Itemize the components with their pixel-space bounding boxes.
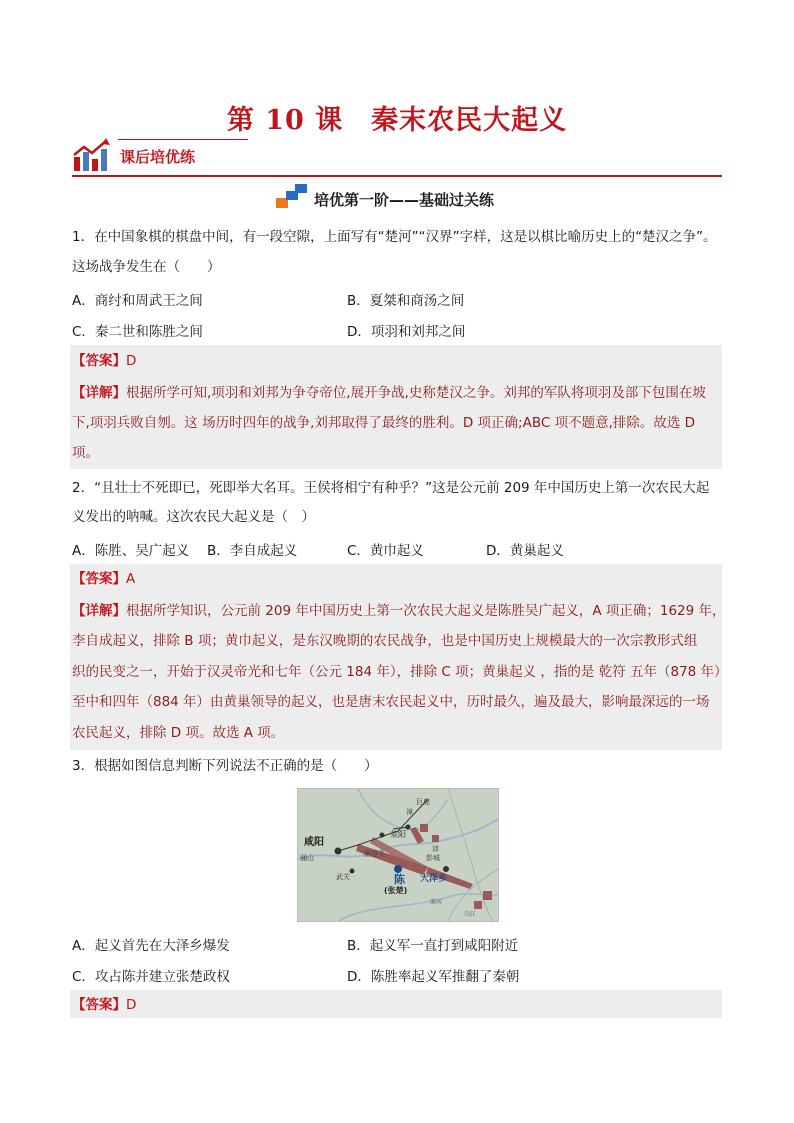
map-label-lishan: 骊山 <box>300 854 314 862</box>
subsection-label: 培优第一阶——基础过关练 <box>314 191 495 209</box>
q2-detail-line2: 李自成起义，排除 B 项；黄巾起义，是东汉晚期的农民战争，也是中国历史上规模最大的一次宗教形式组 <box>72 633 698 649</box>
q1-option-d: D．项羽和刘邦之间 <box>347 324 466 340</box>
map-label-pei: 沛 <box>432 845 439 853</box>
q2-option-a: A．陈胜、吴广起义 <box>72 543 190 559</box>
q3-option-d: D．陈胜率起义军推翻了秦朝 <box>347 969 520 985</box>
q1-stem-line1: 1．在中国象棋的棋盘中间，有一段空隙，上面写有“楚河”“汉界”字样，这是以棋比喻历史上的“楚汉之争”。 <box>72 229 717 245</box>
q3-answer-block <box>70 990 722 1018</box>
q1-answer: 【答案】D <box>72 353 137 369</box>
map-label-zhang: 漳 <box>406 808 413 816</box>
q2-stem-line1: 2．“且壮士不死即已，死即举大名耳。王侯将相宁有种乎？”这是公元前 209 年中国历史上第一次农民大起 <box>72 480 710 496</box>
q2-stem-line2: 义发出的呐喊。这次农民大起义是（ ） <box>72 509 315 525</box>
map-label-wuguan: 武关 <box>336 873 350 881</box>
q3-stem: 3．根据如图信息判断下列说法不正确的是（ ） <box>72 758 378 774</box>
page-title: 第 10 课 秦末农民大起义 <box>226 105 568 136</box>
q1-option-c: C．秦二世和陈胜之间 <box>72 324 203 340</box>
growth-chart-icon <box>72 137 112 173</box>
q3-option-c: C．攻占陈并建立张楚政权 <box>72 969 230 985</box>
map-label-river: 淮河 <box>430 899 443 906</box>
q2-detail-line1: 【详解】根据所学知识，公元前 209 年中国历史上第一次农民大起义是陈胜吴广起义，A 项正确；1629 年， <box>72 603 726 619</box>
map-label-dazexiang: 大泽乡 <box>420 874 448 884</box>
map-label-zhangchu: (张楚) <box>384 886 408 895</box>
map-label-chen: 陈 <box>394 873 405 886</box>
q2-option-b: B．李自成起义 <box>207 543 298 559</box>
q2-detail-line5: 农民起义，排除 D 项。故选 A 项。 <box>72 725 285 741</box>
map-label-hanguguan: 函谷关 <box>364 850 385 858</box>
q2-answer-block <box>70 564 722 750</box>
map-label-xianyang: 咸阳 <box>304 837 324 848</box>
q2-answer: 【答案】A <box>72 571 136 587</box>
q1-option-a: A．商纣和周武王之间 <box>72 293 203 309</box>
header-top-line <box>118 139 248 140</box>
map-label-julu: 巨鹿 <box>416 798 430 806</box>
map-drawing <box>298 789 498 921</box>
q3-answer: 【答案】D <box>72 997 137 1013</box>
header-divider <box>72 175 722 177</box>
stairs-icon <box>276 182 310 210</box>
q3-option-b: B．起义军一直打到咸阳附近 <box>347 938 519 954</box>
q3-option-a: A．起义首先在大泽乡爆发 <box>72 938 230 954</box>
q1-detail-line3: 项。 <box>72 445 99 461</box>
section-header <box>72 137 722 177</box>
map-label-xingyang: 荥阳 <box>390 830 406 839</box>
uprising-route-map <box>297 788 499 922</box>
q1-answer-block <box>70 345 722 469</box>
q1-detail-line1: 【详解】根据所学可知,项羽和刘邦为争夺帝位,展开争战,史称楚汉之争。刘邦的军队将项羽及部下包围在坡 <box>72 385 706 401</box>
q2-option-d: D．黄巢起义 <box>486 543 564 559</box>
map-label-wujiang: 乌江 <box>464 911 477 918</box>
subsection-header <box>276 182 576 210</box>
q2-detail-line3: 织的民变之一，开始于汉灵帝光和七年（公元 184 年），排除 C 项；黄巢起义 ，指的是 乾符 五年（878 年） <box>72 664 728 680</box>
q1-option-b: B．夏桀和商汤之间 <box>347 293 465 309</box>
q1-stem-line2: 这场战争发生在（ ） <box>72 259 221 275</box>
q2-detail-line4: 至中和四年（884 年）由黄巢领导的起义，也是唐末农民起义中，历时最久，遍及最大，影响最深远的一场 <box>72 694 710 710</box>
section-label: 课后培优练 <box>120 148 196 166</box>
q1-detail-line2: 下,项羽兵败自刎。这 场历时四年的战争,刘邦取得了最终的胜利。D 项正确;ABC 项不题意,排除。故选 D <box>72 415 696 431</box>
q2-option-c: C．黄巾起义 <box>347 543 424 559</box>
map-label-pengcheng: 彭城 <box>426 854 440 862</box>
